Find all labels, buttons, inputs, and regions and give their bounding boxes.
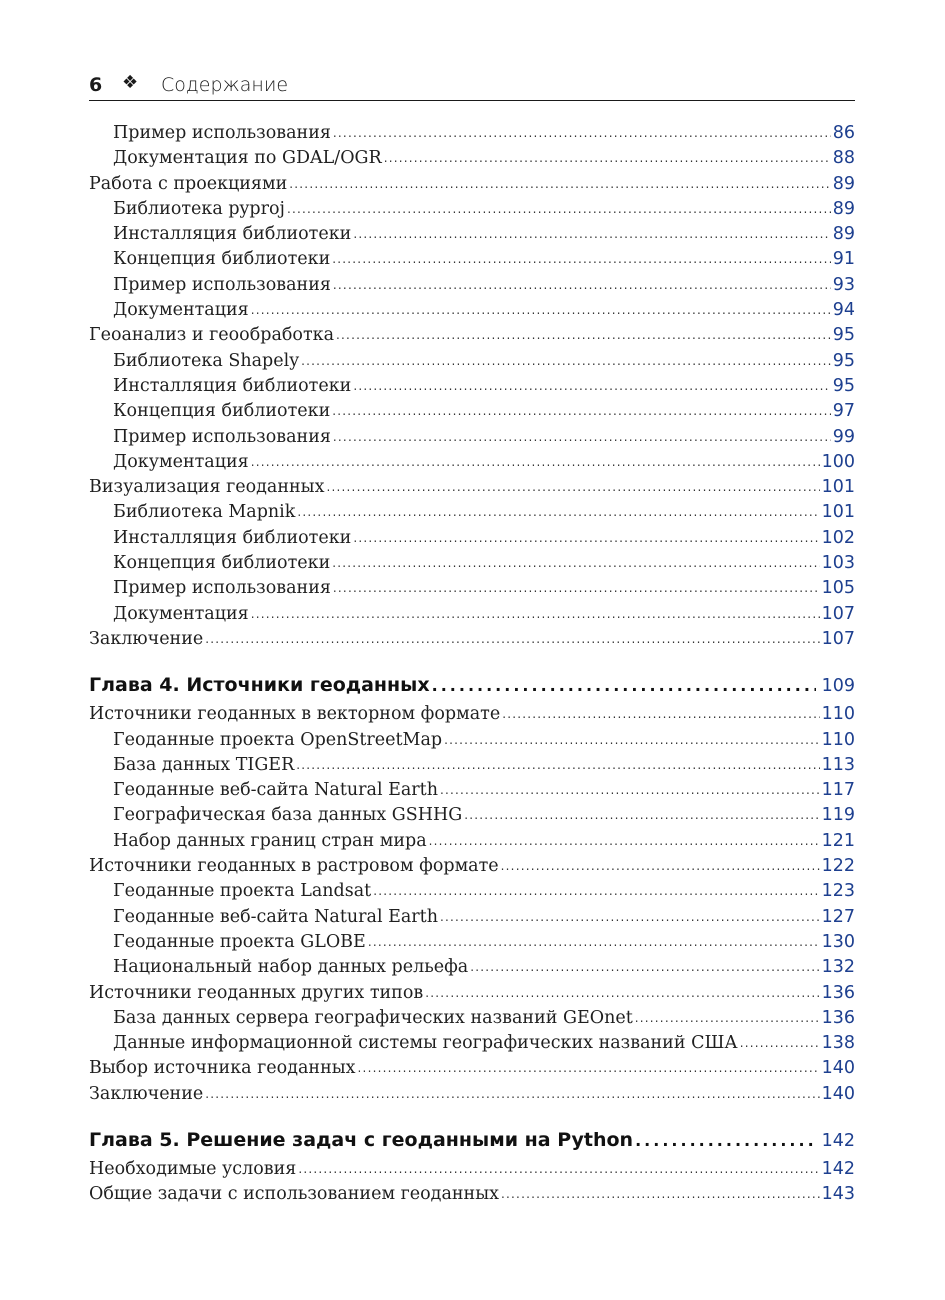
toc-entry-title: Инсталляция библиотеки [113,527,352,548]
toc-subsection-entry [89,553,855,578]
toc-leader-dots [333,581,820,595]
toc-subsection-entry [89,351,855,376]
toc-leader-dots [336,328,831,342]
toc-entry-title: Документация по GDAL/OGR [113,148,382,169]
toc-leader-dots [373,884,819,898]
toc-subsection-entry [89,1008,855,1033]
toc-leader-dots [205,632,819,646]
toc-entry-title: Геоданные проекта Landsat [113,881,372,902]
toc-subsection-entry [89,123,855,148]
toc-leader-dots [353,379,830,393]
toc-page-number: 140 [821,1058,855,1079]
toc-entry-title: База данных сервера географических названий GEOnet [113,1007,633,1028]
toc-leader-dots [501,1187,820,1201]
toc-page-number: 95 [832,350,855,371]
toc-page-number: 113 [821,754,855,775]
toc-leader-dots [251,455,820,469]
toc-subsection-entry [89,224,855,249]
toc-entry-title: Пример использования [113,426,331,447]
toc-entry-title: Заключение [89,1083,204,1104]
toc-page-number: 107 [821,628,855,649]
toc-page-number: 103 [821,553,855,574]
toc-page-number: 110 [821,729,855,750]
toc-page-number: 123 [821,881,855,902]
toc-page-number: 101 [821,477,855,498]
toc-subsection-entry [89,300,855,325]
toc-leader-dots [297,505,819,519]
toc-leader-dots [205,1087,819,1101]
toc-page-number: 136 [821,1007,855,1028]
toc-entry-title: Данные информационной системы географических названий США [113,1033,738,1054]
toc-entry-title: Инсталляция библиотеки [113,375,352,396]
toc-subsection-entry [89,755,855,780]
toc-leader-dots [326,480,819,494]
toc-page-number: 143 [821,1184,855,1205]
toc-entry-title: Геоданные веб-сайта Natural Earth [113,780,438,801]
toc-page-number: 107 [821,603,855,624]
toc-page-number: 142 [821,1130,855,1151]
toc-page-number: 110 [821,704,855,725]
toc-subsection-entry [89,957,855,982]
toc-page-number: 105 [821,578,855,599]
table-of-contents [89,123,855,1210]
toc-leader-dots [296,758,819,772]
toc-entry-title: Географическая база данных GSHHG [113,805,463,826]
toc-page-number: 121 [821,830,855,851]
toc-entry-title: Пример использования [113,274,331,295]
toc-page-number: 132 [821,957,855,978]
toc-section-entry [89,1084,855,1109]
toc-leader-dots [464,808,819,822]
toc-page-number: 97 [832,401,855,422]
toc-section-entry [89,1058,855,1083]
toc-subsection-entry [89,730,855,755]
toc-entry-title: Геоданные проекта GLOBE [113,931,366,952]
toc-subsection-entry [89,831,855,856]
toc-leader-dots [353,531,819,545]
toc-page-number: 127 [821,906,855,927]
toc-page-number: 142 [821,1158,855,1179]
toc-page-number: 86 [832,123,855,143]
toc-page-number: 122 [821,856,855,877]
toc-entry-title: Библиотека Shapely [113,350,300,371]
toc-leader-dots [425,986,819,1000]
toc-leader-dots [298,1162,819,1176]
toc-entry-title: Геоданные проекта OpenStreetMap [113,729,443,750]
toc-leader-dots [251,303,831,317]
toc-page-number: 119 [821,805,855,826]
toc-subsection-entry [89,932,855,957]
toc-entry-title: Геоданные веб-сайта Natural Earth [113,906,438,927]
toc-leader-dots [358,1061,820,1075]
toc-subsection-entry [89,805,855,830]
toc-leader-dots [501,859,820,873]
toc-leader-dots [333,278,831,292]
toc-leader-dots [470,960,819,974]
toc-page-number: 95 [832,375,855,396]
toc-entry-title: База данных TIGER [113,754,295,775]
toc-leader-dots [287,202,831,216]
toc-page-number: 88 [832,148,855,169]
toc-entry-title: Геоанализ и геообработка [89,325,335,346]
toc-subsection-entry [89,578,855,603]
toc-subsection-entry [89,249,855,274]
toc-entry-title: Глава 4. Источники геоданных [89,674,430,697]
toc-leader-dots [429,834,820,848]
toc-chapter-entry [89,674,855,702]
toc-entry-title: Источники геоданных в растровом формате [89,856,499,877]
toc-entry-title: Визуализация геоданных [89,477,325,498]
toc-page-number: 95 [832,325,855,346]
toc-entry-title: Необходимые условия [89,1158,297,1179]
toc-leader-dots [440,783,820,797]
toc-entry-title: Концепция библиотеки [113,401,331,422]
toc-entry-title: Библиотека pyproj [113,198,285,219]
toc-subsection-entry [89,275,855,300]
toc-section-entry [89,629,855,654]
toc-leader-dots [301,354,831,368]
toc-entry-title: Работа с проекциями [89,173,288,194]
toc-entry-title: Источники геоданных в векторном формате [89,704,501,725]
toc-entry-title: Национальный набор данных рельефа [113,957,469,978]
toc-page-number: 136 [821,982,855,1003]
toc-leader-dots [332,252,830,266]
page-number: 6 [89,74,103,96]
toc-leader-dots [353,227,830,241]
toc-page-number: 94 [832,300,855,321]
toc-subsection-entry [89,1033,855,1058]
toc-page-number: 91 [832,249,855,270]
toc-leader-dots [635,1011,820,1025]
toc-entry-title: Источники геоданных других типов [89,982,424,1003]
toc-subsection-entry [89,907,855,932]
toc-entry-title: Набор данных границ стран мира [113,830,427,851]
toc-leader-dots [332,556,819,570]
toc-subsection-entry [89,528,855,553]
toc-subsection-entry [89,502,855,527]
toc-entry-title: Документация [113,451,249,472]
toc-page-number: 89 [832,224,855,245]
toc-entry-title: Библиотека Mapnik [113,502,296,523]
toc-page-number: 117 [821,780,855,801]
toc-entry-title: Пример использования [113,123,331,143]
toc-page-number: 102 [821,527,855,548]
toc-leader-dots [333,430,831,444]
header-title: Содержание [161,74,289,96]
toc-subsection-entry [89,199,855,224]
toc-entry-title: Документация [113,603,249,624]
toc-subsection-entry [89,604,855,629]
toc-subsection-entry [89,401,855,426]
toc-entry-title: Глава 5. Решение задач с геоданными на Python [89,1128,634,1151]
toc-entry-title: Заключение [89,628,204,649]
toc-leader-dots [440,910,820,924]
toc-subsection-entry [89,452,855,477]
toc-section-entry [89,174,855,199]
toc-leader-dots [432,676,816,695]
toc-section-entry [89,704,855,729]
toc-leader-dots [251,607,820,621]
toc-entry-title: Документация [113,300,249,321]
toc-leader-dots [332,404,830,418]
toc-page-number: 138 [821,1033,855,1054]
toc-page-number: 93 [832,274,855,295]
toc-leader-dots [444,733,819,747]
toc-leader-dots [333,126,831,140]
toc-entry-title: Пример использования [113,578,331,599]
toc-entry-title: Инсталляция библиотеки [113,224,352,245]
toc-subsection-entry [89,780,855,805]
toc-page-number: 109 [821,676,855,697]
toc-chapter-entry [89,1129,855,1157]
toc-page-number: 130 [821,931,855,952]
toc-subsection-entry [89,427,855,452]
toc-entry-title: Концепция библиотеки [113,249,331,270]
running-header [89,70,855,101]
toc-section-entry [89,325,855,350]
ornament-icon: ❖ [122,72,139,93]
toc-page-number: 89 [832,173,855,194]
toc-subsection-entry [89,376,855,401]
toc-page-number: 89 [832,198,855,219]
toc-entry-title: Общие задачи с использованием геоданных [89,1184,500,1205]
toc-subsection-entry [89,148,855,173]
toc-leader-dots [740,1036,820,1050]
toc-entry-title: Концепция библиотеки [113,553,331,574]
toc-page-number: 101 [821,502,855,523]
toc-section-entry [89,1184,855,1209]
toc-entry-title: Выбор источника геоданных [89,1058,356,1079]
toc-leader-dots [289,177,830,191]
toc-section-entry [89,1159,855,1184]
toc-page-number: 100 [821,451,855,472]
toc-section-entry [89,983,855,1008]
toc-section-entry [89,477,855,502]
toc-leader-dots [368,935,820,949]
toc-page-number: 99 [832,426,855,447]
toc-section-entry [89,856,855,881]
toc-leader-dots [384,151,831,165]
toc-subsection-entry [89,881,855,906]
toc-leader-dots [635,1131,816,1150]
toc-leader-dots [502,707,819,721]
toc-page-number: 140 [821,1083,855,1104]
